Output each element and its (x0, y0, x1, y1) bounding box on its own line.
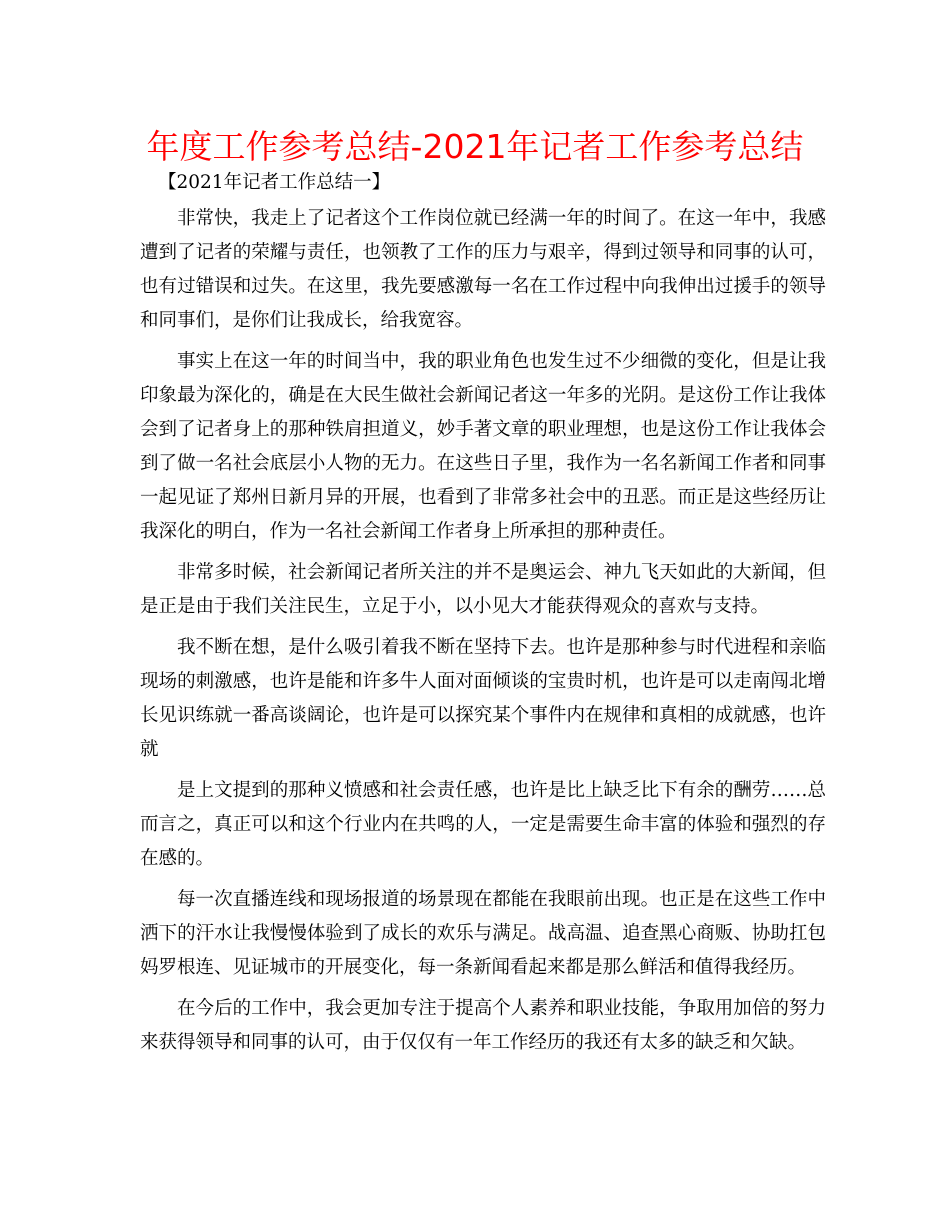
paragraph-7: 在今后的工作中，我会更加专注于提高个人素养和职业技能，争取用加倍的努力来获得领导和同事的认可，由于仅仅有一年工作经历的我还有太多的缺乏和欠缺。 (140, 998, 826, 1053)
paragraph-5: 是上文提到的那种义愤感和社会责任感，也许是比上缺乏比下有余的酬劳……总而言之，真正可以和这个行业内在共鸣的人，一定是需要生命丰富的体验和强烈的存在感的。 (140, 780, 826, 869)
paragraph-6: 每一次直播连线和现场报道的场景现在都能在我眼前出现。也正是在这些工作中洒下的汗水让我慢慢体验到了成长的欢乐与满足。战高温、追查黑心商贩、协助扛包妈罗根连、见证城市的开展变化，每一条新闻看起来都是那么鲜活和值得我经历。 (140, 889, 826, 978)
paragraph-1: 非常快，我走上了记者这个工作岗位就已经满一年的时间了。在这一年中，我感遭到了记者的荣耀与责任，也领教了工作的压力与艰辛，得到过领导和同事的认可，也有过错误和过失。在这里，我先要感激每一名在工作过程中向我伸出过援手的领导和同事们，是你们让我成长，给我宽容。 (140, 208, 826, 331)
section-subheading: 【2021年记者工作总结一】 (158, 172, 391, 193)
paragraph-4: 我不断在想，是什么吸引着我不断在坚持下去。也许是那种参与时代进程和亲临现场的刺激感，也许是能和许多牛人面对面倾谈的宝贵时机，也许是可以走南闯北增长见识练就一番高谈阔论，也许是可以探究某个事件内在规律和真相的成就感，也许就 (140, 637, 826, 760)
paragraph-2: 事实上在这一年的时间当中，我的职业角色也发生过不少细微的变化，但是让我印象最为深化的，确是在大民生做社会新闻记者这一年多的光阴。是这份工作让我体会到了记者身上的那种铁肩担道义，妙手著文章的职业理想，也是这份工作让我体会到了做一名社会底层小人物的无力。在这些日子里，我作为一名名新闻工作者和同事一起见证了郑州日新月异的开展，也看到了非常多社会中的丑恶。而正是这些经历让我深化的明白，作为一名社会新闻工作者身上所承担的那种责任。 (140, 351, 826, 542)
document-body (140, 170, 826, 1067)
document-title: 年度工作参考总结-2021年记者工作参考总结 (146, 127, 804, 166)
paragraph-3: 非常多时候，社会新闻记者所关注的并不是奥运会、神九飞天如此的大新闻，但是正是由于我们关注民生，立足于小，以小见大才能获得观众的喜欢与支持。 (140, 562, 826, 617)
